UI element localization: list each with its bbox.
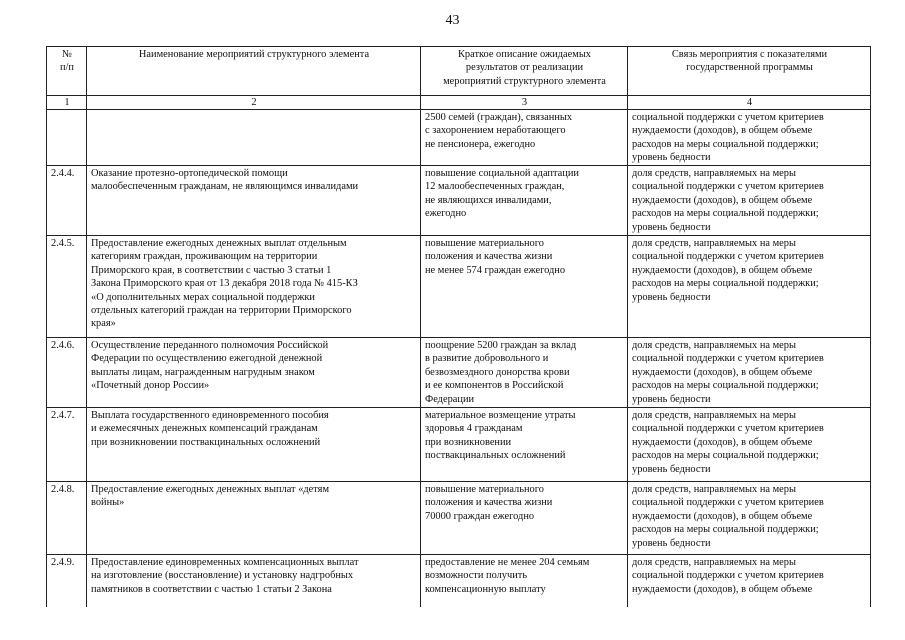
table-row (47, 555, 871, 607)
expected-result: поощрение 5200 граждан за вклад в развитие добровольного и безвозмездного донорства крови и ее компонентов в Российской Федерации (421, 338, 628, 408)
indicator-link: доля средств, направляемых на меры социальной поддержки с учетом критериев нуждаемости (доходов), в общем объеме (628, 555, 871, 607)
row-number (47, 110, 87, 166)
row-number: 2.4.4. (47, 166, 87, 236)
table-row (47, 408, 871, 482)
column-number: 2 (87, 96, 421, 110)
table-row (47, 338, 871, 408)
column-number-row (47, 96, 871, 110)
row-number: 2.4.9. (47, 555, 87, 607)
expected-result: 2500 семей (граждан), связанных с захоронением неработающего не пенсионера, ежегодно (421, 110, 628, 166)
row-number: 2.4.8. (47, 482, 87, 555)
measure-name: Осуществление переданного полномочия Российской Федерации по осуществлению ежегодной денежной выплаты лицам, награжденным нагрудным знаком «Почетный донор России» (87, 338, 421, 408)
page-number: 43 (445, 13, 460, 28)
measures-table (46, 46, 871, 607)
column-number: 1 (47, 96, 87, 110)
indicator-link: доля средств, направляемых на меры социальной поддержки с учетом критериев нуждаемости (доходов), в общем объеме расходов на меры социальной поддержки; уровень бедности (628, 408, 871, 482)
measure-name: Выплата государственного единовременного пособия и ежемесячных денежных компенсаций гражданам при возникновении поствакцинальных осложнений (87, 408, 421, 482)
row-number: 2.4.6. (47, 338, 87, 408)
measure-name (87, 110, 421, 166)
indicator-link: доля средств, направляемых на меры социальной поддержки с учетом критериев нуждаемости (доходов), в общем объеме расходов на меры социальной поддержки; уровень бедности (628, 482, 871, 555)
indicator-link: доля средств, направляемых на меры социальной поддержки с учетом критериев нуждаемости (доходов), в общем объеме расходов на меры социальной поддержки; уровень бедности (628, 166, 871, 236)
expected-result: материальное возмещение утраты здоровья 4 гражданам при возникновении поствакцинальных осложнений (421, 408, 628, 482)
expected-result: повышение материального положения и качества жизни не менее 574 граждан ежегодно (421, 236, 628, 338)
expected-result: повышение материального положения и качества жизни 70000 граждан ежегодно (421, 482, 628, 555)
measure-name: Предоставление ежегодных денежных выплат отдельным категориям граждан, проживающим на территории Приморского края, в соответствии с частью 3 статьи 1 Закона Приморского края от 13 декабря 2018 года № 415-КЗ «О дополнительных мерах социальной поддержки отдельных категорий граждан на территории Приморского края» (87, 236, 421, 338)
table-row (47, 482, 871, 555)
row-number: 2.4.5. (47, 236, 87, 338)
expected-result: повышение социальной адаптации 12 малообеспеченных граждан, не являющихся инвалидами, ежегодно (421, 166, 628, 236)
indicator-link: доля средств, направляемых на меры социальной поддержки с учетом критериев нуждаемости (доходов), в общем объеме расходов на меры социальной поддержки; уровень бедности (628, 236, 871, 338)
table-header-row (47, 47, 871, 96)
table-row (47, 110, 871, 166)
table-row (47, 236, 871, 338)
expected-result: предоставление не менее 204 семьям возможности получить компенсационную выплату (421, 555, 628, 607)
measure-name: Предоставление единовременных компенсационных выплат на изготовление (восстановление) и установку надгробных памятников в соответствии с частью 1 статьи 2 Закона (87, 555, 421, 607)
column-number: 4 (628, 96, 871, 110)
row-number: 2.4.7. (47, 408, 87, 482)
indicator-link: доля средств, направляемых на меры социальной поддержки с учетом критериев нуждаемости (доходов), в общем объеме расходов на меры социальной поддержки; уровень бедности (628, 338, 871, 408)
header-indicator-link: Связь мероприятия с показателями государственной программы (628, 47, 871, 96)
table-row (47, 166, 871, 236)
header-measure-name: Наименование мероприятий структурного элемента (87, 47, 421, 96)
measure-name: Оказание протезно-ортопедической помощи малообеспеченным гражданам, не являющимся инвалидами (87, 166, 421, 236)
measure-name: Предоставление ежегодных денежных выплат «детям войны» (87, 482, 421, 555)
column-number: 3 (421, 96, 628, 110)
header-number: № п/п (47, 47, 87, 96)
header-expected-results: Краткое описание ожидаемых результатов от реализации мероприятий структурного элемента (421, 47, 628, 96)
indicator-link: социальной поддержки с учетом критериев нуждаемости (доходов), в общем объеме расходов на меры социальной поддержки; уровень бедности (628, 110, 871, 166)
